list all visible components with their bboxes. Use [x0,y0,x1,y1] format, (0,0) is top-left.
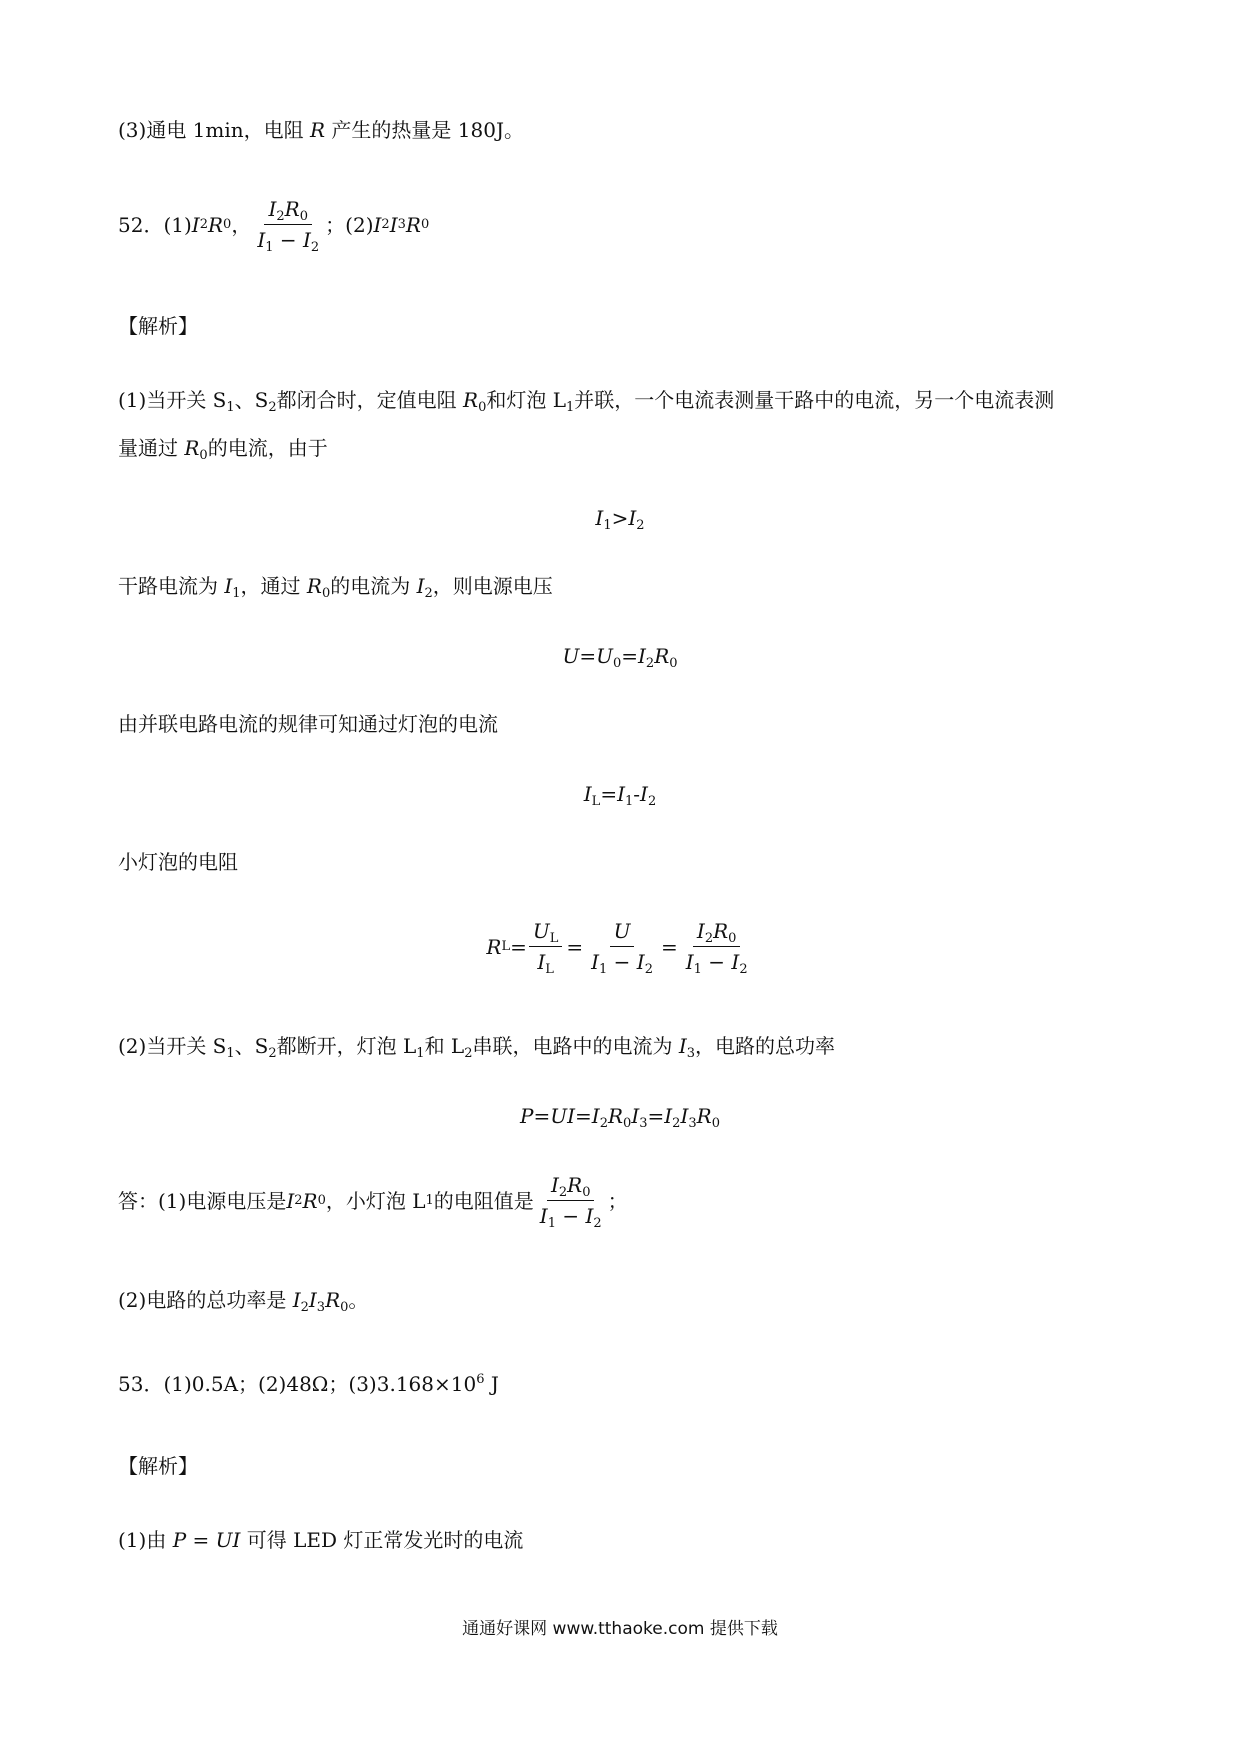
paragraph-switch-closed: (1)当开关 $S_1$、$S_2$都闭合时，定值电阻 $R_0$和灯泡 $L_1$并联，一个电流表测量干路中的电流，另一个电流表测 [118,388,1055,415]
paragraph-switch-open: (2)当开关 $S_1$、$S_2$都断开，灯泡 $L_1$和 $L_2$串联，电路中的电流为 $I_3$，电路的总功率 [118,1034,836,1061]
fraction-i2r0-over-i1-i2: $\frac{I_2R_0}{I_1 - I_2}$ [257,197,320,255]
equation-voltage: $U=U_0=I_2R_0$ [562,644,678,671]
answer-summary-2: (2)电路的总功率是 $I_2I_3R_0$。 [118,1288,369,1315]
answer-summary-1: 答：(1)电源电压是 I 2 R 0 ，小灯泡 L 1 的电阻值是 $\frac{I_2R_0}{I_1 - I_2}$ ； [118,1173,628,1231]
paragraph-lamp-resistance: 小灯泡的电阻 [118,850,238,874]
equation-lamp-resistance: R L = $\frac{U_L}{I_L}$ = $\frac{U}{I_1 - I_2}$ = $\frac{I_2R_0}{I_1 - I_2}$ [486,919,748,977]
paragraph-heat: (3)通电 1min，电阻 R 产生的热量是 180J。 [118,118,524,142]
analysis-heading-2: 【解析】 [118,1454,198,1478]
paragraph-switch-closed-cont: 量通过 $R_0$的电流，由于 [118,436,328,463]
analysis-heading: 【解析】 [118,314,198,338]
footer-watermark: 通通好课网 www.tthaoke.com 提供下载 [462,1619,778,1639]
equation-i1-gt-i2: $I_1>I_2$ [595,506,645,533]
answer-52: 52．(1) I 2 R 0 ， $\frac{I_2R_0}{I_1 - I_2}$ ；(2) I 2 I 3 R 0 [118,197,430,255]
paragraph-main-current: 干路电流为 $I_1$，通过 $R_0$的电流为 $I_2$，则电源电压 [118,574,553,601]
answer-53: 53．(1)0.5A；(2)48Ω；$(3)3.168\times 10^6$ J [118,1372,499,1396]
equation-lamp-current: $I_L=I_1-I_2$ [583,782,657,809]
equation-total-power: $P=UI=I_2R_0I_3=I_2I_3R_0$ [520,1104,720,1131]
paragraph-led-current: (1)由 P = UI 可得 LED 灯正常发光时的电流 [118,1528,524,1552]
paragraph-parallel-rule: 由并联电路电流的规律可知通过灯泡的电流 [118,712,498,736]
